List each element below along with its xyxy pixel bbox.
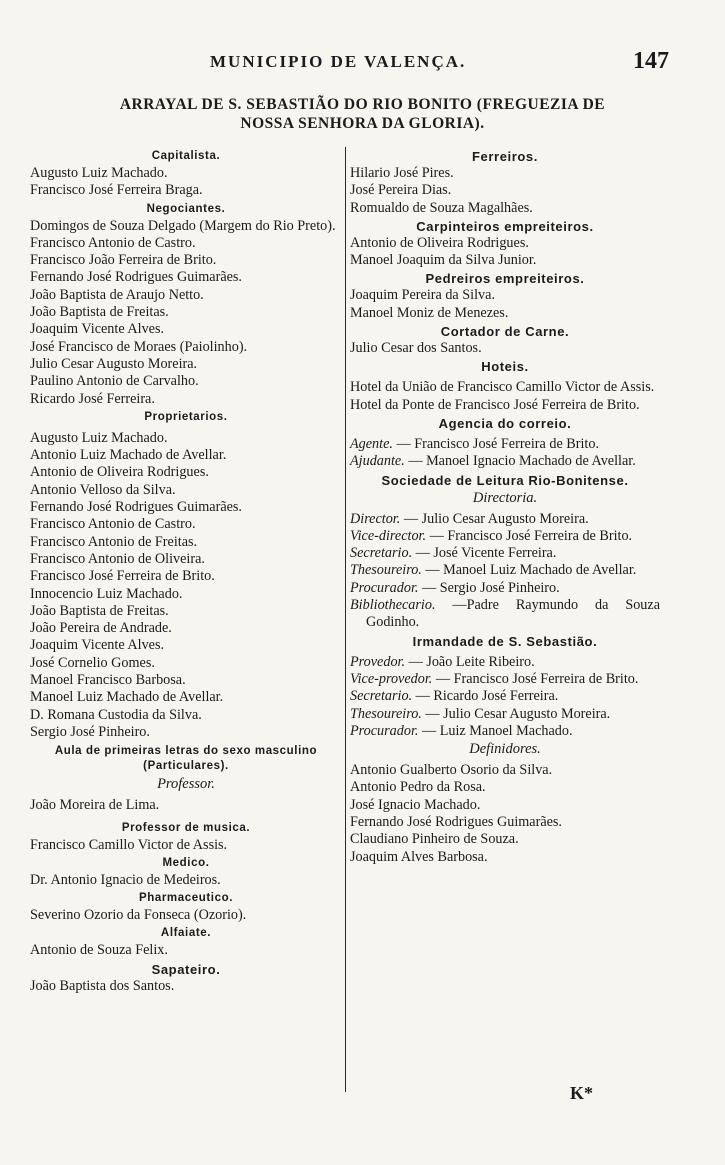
role-label: Ajudante.: [350, 453, 405, 470]
section-title: [0, 95, 725, 133]
list-item: Francisco Antonio de Castro.: [30, 516, 196, 533]
heading-medico: Medico.: [162, 856, 210, 869]
list-item: João Baptista de Freitas.: [30, 602, 169, 619]
list-item: Hilario José Pires.: [350, 165, 454, 181]
list-item: Claudiano Pinheiro de Souza.: [350, 831, 519, 848]
list-item: Manoel Joaquim da Silva Junior.: [350, 252, 537, 269]
list-item: Francisco Camillo Victor de Assis.: [30, 836, 228, 853]
list-item: Manoel Luiz Machado de Avellar.: [30, 689, 224, 706]
right-column: [350, 147, 660, 866]
list-item: Antonio Luiz Machado de Avellar.: [30, 447, 227, 464]
group-irmandade: [350, 633, 660, 866]
role-label: Thesoureiro.: [350, 705, 422, 722]
list-item: Augusto Luiz Machado.: [30, 165, 168, 181]
list-item: Hotel da Ponte de Francisco José Ferreira de Brito.: [350, 396, 640, 413]
heading-proprietarios: Proprietarios.: [144, 410, 228, 423]
role-holder: — Francisco José Ferreira de Brito.: [392, 435, 599, 452]
role-label: Secretario.: [350, 545, 413, 562]
list-item: Sergio José Pinheiro.: [30, 723, 150, 740]
list-item: [350, 706, 660, 723]
role-holder: — Manoel Luiz Machado de Avellar.: [421, 562, 637, 579]
role-label: Thesoureiro.: [350, 562, 422, 579]
list-item: [350, 511, 660, 528]
list-item: [350, 723, 660, 740]
list-item: Julio Cesar dos Santos.: [350, 340, 482, 357]
heading-cortador: Cortador de Carne.: [440, 324, 570, 340]
list-item: Manoel Moniz de Menezes.: [350, 304, 509, 321]
running-head: [0, 48, 725, 78]
group-ferreiros: [350, 148, 660, 217]
list-item: Severino Ozorio da Fonseca (Ozorio).: [30, 907, 247, 924]
heading-aula-line-2: (Particulares).: [143, 760, 229, 773]
left-column: [30, 147, 342, 995]
group-aula: [30, 744, 342, 814]
heading-aula: [30, 744, 342, 774]
list-item: Dr. Antonio Ignacio de Medeiros.: [30, 871, 221, 888]
list-item: Francisco Antonio de Castro.: [30, 234, 196, 251]
list-item: Romualdo de Souza Magalhães.: [350, 199, 533, 216]
page-number: 147: [633, 48, 669, 74]
list-item: Joaquim Vicente Alves.: [30, 321, 165, 338]
list-item: Fernando José Rodrigues Guimarães.: [30, 499, 242, 516]
list-item: [350, 654, 660, 671]
role-holder: — Julio Cesar Augusto Moreira.: [421, 705, 611, 722]
heading-ferreiros: Ferreiros.: [472, 149, 538, 164]
list-item: Francisco Antonio de Freitas.: [30, 533, 198, 550]
list-item: D. Romana Custodia da Silva.: [30, 706, 202, 723]
role-label: Bibliothecario.: [350, 597, 436, 614]
group-proprietarios: [30, 409, 342, 741]
list-item: Antonio Velloso da Silva.: [30, 481, 176, 498]
list-item: Francisco José Ferreira de Brito.: [30, 568, 215, 585]
role-label: Secretario.: [350, 688, 413, 705]
group-agencia: [350, 415, 660, 471]
list-item: Manoel Francisco Barbosa.: [30, 672, 186, 689]
group-sapateiro: [30, 961, 342, 995]
list-item: Antonio Gualberto Osorio da Silva.: [350, 762, 553, 779]
group-professor-musica: [30, 820, 342, 854]
list-item: [350, 688, 660, 705]
heading-capitalista: Capitalista.: [151, 150, 221, 162]
role-label: Vice-provedor.: [350, 670, 433, 687]
role-holder: — João Leite Ribeiro.: [405, 653, 535, 670]
heading-agencia: Agencia do correio.: [438, 415, 572, 431]
role-holder: — Julio Cesar Augusto Moreira.: [400, 510, 589, 527]
role-label: Provedor.: [350, 653, 406, 670]
list-item: [350, 562, 660, 579]
list-item: João Pereira de Andrade.: [30, 620, 172, 637]
list-item: Francisco Antonio de Oliveira.: [30, 550, 205, 567]
list-item: Francisco João Ferreira de Brito.: [30, 252, 217, 269]
list-item: Joaquim Pereira da Silva.: [350, 287, 495, 304]
list-item: [350, 545, 660, 562]
heading-irmandade: Irmandade de S. Sebastião.: [412, 633, 598, 649]
column-divider: [345, 147, 346, 1092]
heading-pharmaceutico: Pharmaceutico.: [138, 892, 234, 905]
group-pharmaceutico: [30, 890, 342, 924]
list-item: Antonio de Souza Felix.: [30, 942, 168, 959]
group-alfaiate: [30, 925, 342, 959]
group-hoteis: [350, 358, 660, 414]
list-item: João Baptista de Freitas.: [30, 304, 169, 321]
signature-mark: K*: [570, 1083, 594, 1103]
heading-sociedade: Sociedade de Leitura Rio-Bonitense.: [381, 472, 629, 488]
group-capitalista: [30, 148, 342, 200]
list-item: José Ignacio Machado.: [350, 796, 481, 813]
list-item: Joaquim Alves Barbosa.: [350, 848, 488, 865]
group-cortador: [350, 323, 660, 357]
heading-hoteis: Hoteis.: [481, 359, 529, 375]
list-item: Antonio de Oliveira Rodrigues.: [350, 234, 529, 251]
group-sociedade: [350, 472, 660, 632]
list-item: Hotel da União de Francisco Camillo Victor de Assis.: [350, 379, 655, 396]
list-item: [350, 671, 660, 688]
group-negociantes: [30, 201, 342, 408]
list-item: Fernando José Rodrigues Guimarães.: [350, 814, 562, 831]
role-label: Vice-director.: [350, 527, 427, 544]
heading-aula-line-1: Aula de primeiras letras do sexo masculino: [54, 745, 318, 758]
list-item: Ricardo José Ferreira.: [30, 390, 155, 407]
role-label: Director.: [350, 510, 401, 527]
subheading-professor: Professor.: [157, 776, 215, 793]
running-title: MUNICIPIO DE VALENÇA.: [210, 52, 467, 71]
heading-professor-musica: Professor de musica.: [121, 821, 251, 834]
list-item: Antonio de Oliveira Rodrigues.: [30, 464, 209, 481]
heading-pedreiros: Pedreiros empreiteiros.: [425, 271, 585, 287]
role-holder: — Francisco José Ferreira de Brito.: [432, 670, 639, 687]
list-item: Domingos de Souza Delgado (Margem do Rio Preto).: [30, 217, 336, 234]
list-item: Innocencio Luiz Machado.: [30, 585, 183, 602]
role-holder: —Padre Raymundo da Souza Godinho.: [366, 597, 660, 631]
role-holder: — José Vicente Ferreira.: [412, 545, 557, 562]
heading-sapateiro: Sapateiro.: [151, 961, 221, 977]
list-item: [350, 580, 660, 597]
list-item: Paulino Antonio de Carvalho.: [30, 373, 199, 390]
list-item: Fernando José Rodrigues Guimarães.: [30, 269, 242, 286]
list-item: Antonio Pedro da Rosa.: [350, 779, 486, 796]
list-item: José Pereira Dias.: [350, 182, 452, 199]
section-title-line-1: ARRAYAL DE S. SEBASTIÃO DO RIO BONITO (FREGUEZIA DE: [119, 96, 606, 113]
section-title-line-2: NOSSA SENHORA DA GLORIA).: [240, 115, 485, 132]
heading-carpinteiros: Carpinteiros empreiteiros.: [416, 218, 594, 234]
role-holder: — Manoel Ignacio Machado de Avellar.: [404, 453, 636, 470]
list-item: João Baptista de Araujo Netto.: [30, 286, 204, 303]
role-label: Agente.: [350, 435, 393, 452]
heading-alfaiate: Alfaiate.: [160, 927, 212, 940]
list-item: [350, 436, 660, 453]
group-carpinteiros: [350, 218, 660, 270]
role-holder: — Luiz Manoel Machado.: [418, 722, 573, 739]
list-item: José Francisco de Moraes (Paiolinho).: [30, 338, 248, 355]
list-item: [350, 597, 660, 632]
role-label: Procurador.: [350, 579, 419, 596]
group-medico: [30, 855, 342, 889]
heading-negociantes: Negociantes.: [146, 202, 226, 215]
list-item: [350, 528, 660, 545]
group-pedreiros: [350, 270, 660, 322]
list-item: João Moreira de Lima.: [30, 797, 160, 814]
subheading-definidores: Definidores.: [469, 741, 541, 758]
list-item: Augusto Luiz Machado.: [30, 429, 168, 446]
list-item: Joaquim Vicente Alves.: [30, 637, 165, 654]
role-holder: — Francisco José Ferreira de Brito.: [426, 527, 633, 544]
list-item: [350, 453, 660, 470]
role-label: Procurador.: [350, 722, 419, 739]
role-holder: — Ricardo José Ferreira.: [412, 688, 559, 705]
list-item: Julio Cesar Augusto Moreira.: [30, 355, 198, 372]
list-item: Francisco José Ferreira Braga.: [30, 182, 203, 199]
role-holder: — Sergio José Pinheiro.: [418, 579, 560, 596]
list-item: João Baptista dos Santos.: [30, 977, 175, 994]
subheading-directoria: Directoria.: [472, 489, 538, 506]
list-item: José Cornelio Gomes.: [30, 654, 155, 671]
